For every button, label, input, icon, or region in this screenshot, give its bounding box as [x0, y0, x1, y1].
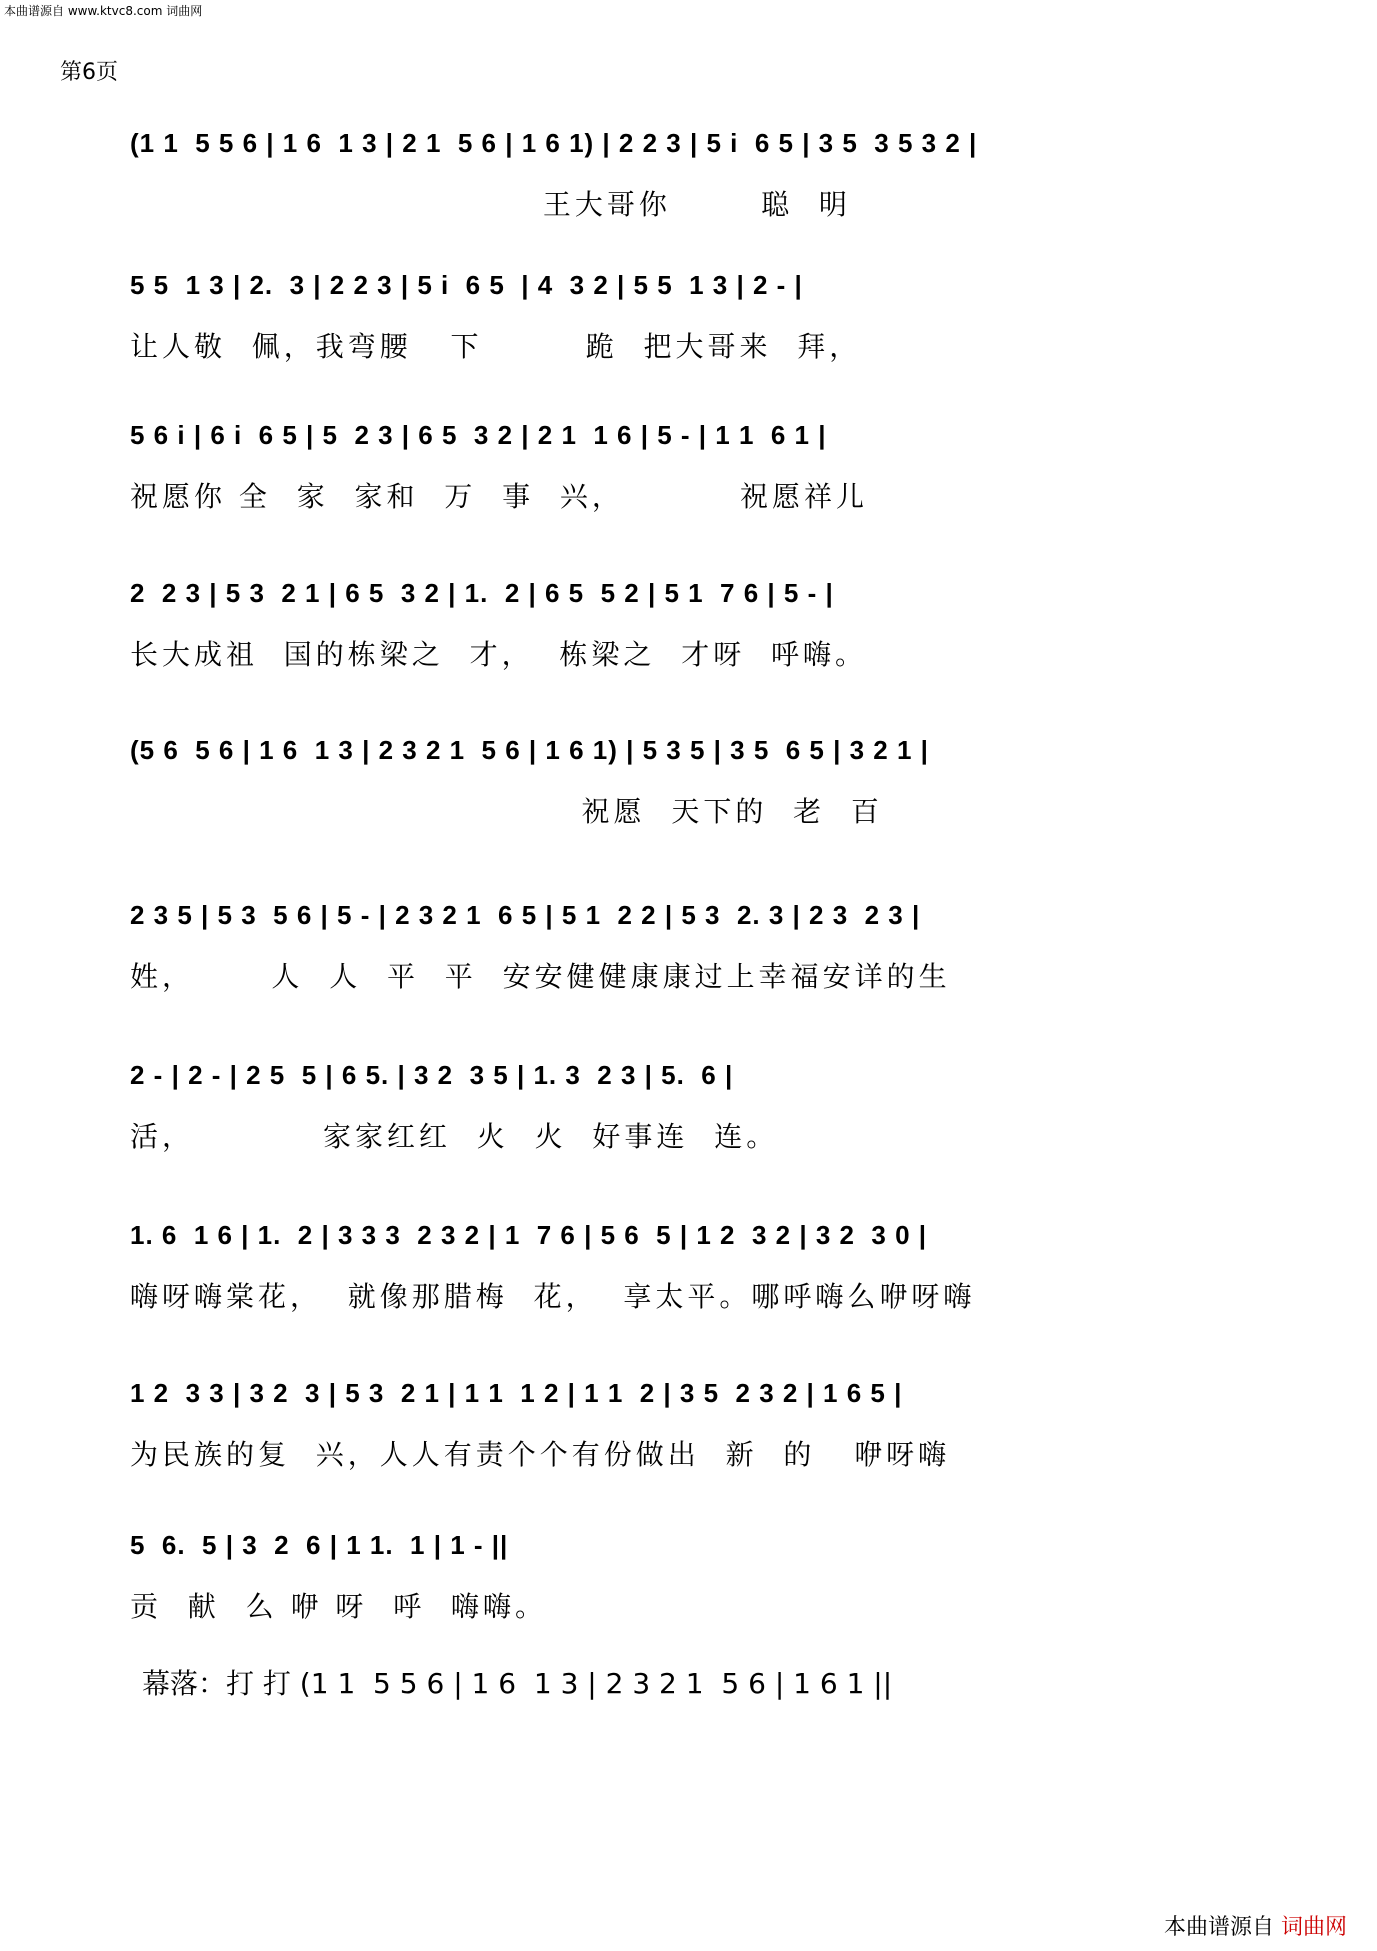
notes-line: (5 6 5 6 | 1 6 1 3 | 2 3 2 1 5 6 | 1 6 1) | 5 3 5 | 3 5 6 5 | 3 2 1 |: [130, 735, 929, 765]
notes-line: 2 - | 2 - | 2 5 5 | 6 5. | 3 2 3 5 | 1. 3 2 3 | 5. 6 |: [130, 1060, 734, 1090]
notes-line: 5 5 1 3 | 2. 3 | 2 2 3 | 5 i 6 5 | 4 3 2 | 5 5 1 3 | 2 - |: [130, 270, 803, 300]
lyrics-line: 为民族的复 兴，人人有责个个有份做出 新 的 咿呀嗨: [130, 1438, 951, 1471]
site-header: 本曲谱源自 www.ktvc8.com 词曲网: [4, 4, 203, 18]
lyrics-line: 祝愿 天下的 老 百: [130, 795, 883, 828]
notes-line: 2 3 5 | 5 3 5 6 | 5 - | 2 3 2 1 6 5 | 5 1 2 2 | 5 3 2. 3 | 2 3 2 3 |: [130, 900, 921, 930]
notes-line: 2 2 3 | 5 3 2 1 | 6 5 3 2 | 1. 2 | 6 5 5 2 | 5 1 7 6 | 5 - |: [130, 578, 834, 608]
notes-line: 5 6. 5 | 3 2 6 | 1 1. 1 | 1 - ||: [130, 1530, 509, 1560]
footer-source: 本曲谱源自: [1163, 1915, 1274, 1940]
lyrics-line: 贡 献 么 咿 呀 呼 嗨嗨。: [130, 1590, 548, 1623]
lyrics-line: 长大成祖 国的栋梁之 才， 栋梁之 才呀 呼嗨。: [130, 638, 868, 671]
footer: [1164, 1910, 1347, 1941]
lyrics-line: 祝愿你 全 家 家和 万 事 兴， 祝愿祥儿: [130, 480, 869, 513]
notes-line: 1 2 3 3 | 3 2 3 | 5 3 2 1 | 1 1 1 2 | 1 1 2 | 3 5 2 3 2 | 1 6 5 |: [130, 1378, 903, 1408]
lyrics-line: 王大哥你 聪 明: [130, 188, 851, 221]
notes-line: 1. 6 1 6 | 1. 2 | 3 3 3 2 3 2 | 1 7 6 | 5 6 5 | 1 2 3 2 | 3 2 3 0 |: [130, 1220, 928, 1250]
ending-line: 幕落：打 打 (1 1 5 5 6 | 1 6 1 3 | 2 3 2 1 5 6 | 1 6 1 ||: [142, 1667, 893, 1700]
lyrics-line: 让人敬 佩，我弯腰 下 跪 把大哥来 拜，: [130, 330, 862, 363]
lyrics-line: 活， 家家红红 火 火 好事连 连。: [130, 1120, 779, 1153]
lyrics-line: 姓， 人 人 平 平 安安健健康康过上幸福安详的生: [130, 960, 951, 993]
lyrics-line: 嗨呀嗨棠花， 就像那腊梅 花， 享太平。哪呼嗨么咿呀嗨: [130, 1280, 976, 1313]
notes-line: 5 6 i | 6 i 6 5 | 5 2 3 | 6 5 3 2 | 2 1 1 6 | 5 - | 1 1 6 1 |: [130, 420, 827, 450]
notes-line: (1 1 5 5 6 | 1 6 1 3 | 2 1 5 6 | 1 6 1) | 2 2 3 | 5 i 6 5 | 3 5 3 5 3 2 |: [130, 128, 978, 158]
page-label: 第6页: [60, 60, 118, 85]
footer-site[interactable]: 词曲网: [1280, 1915, 1347, 1940]
